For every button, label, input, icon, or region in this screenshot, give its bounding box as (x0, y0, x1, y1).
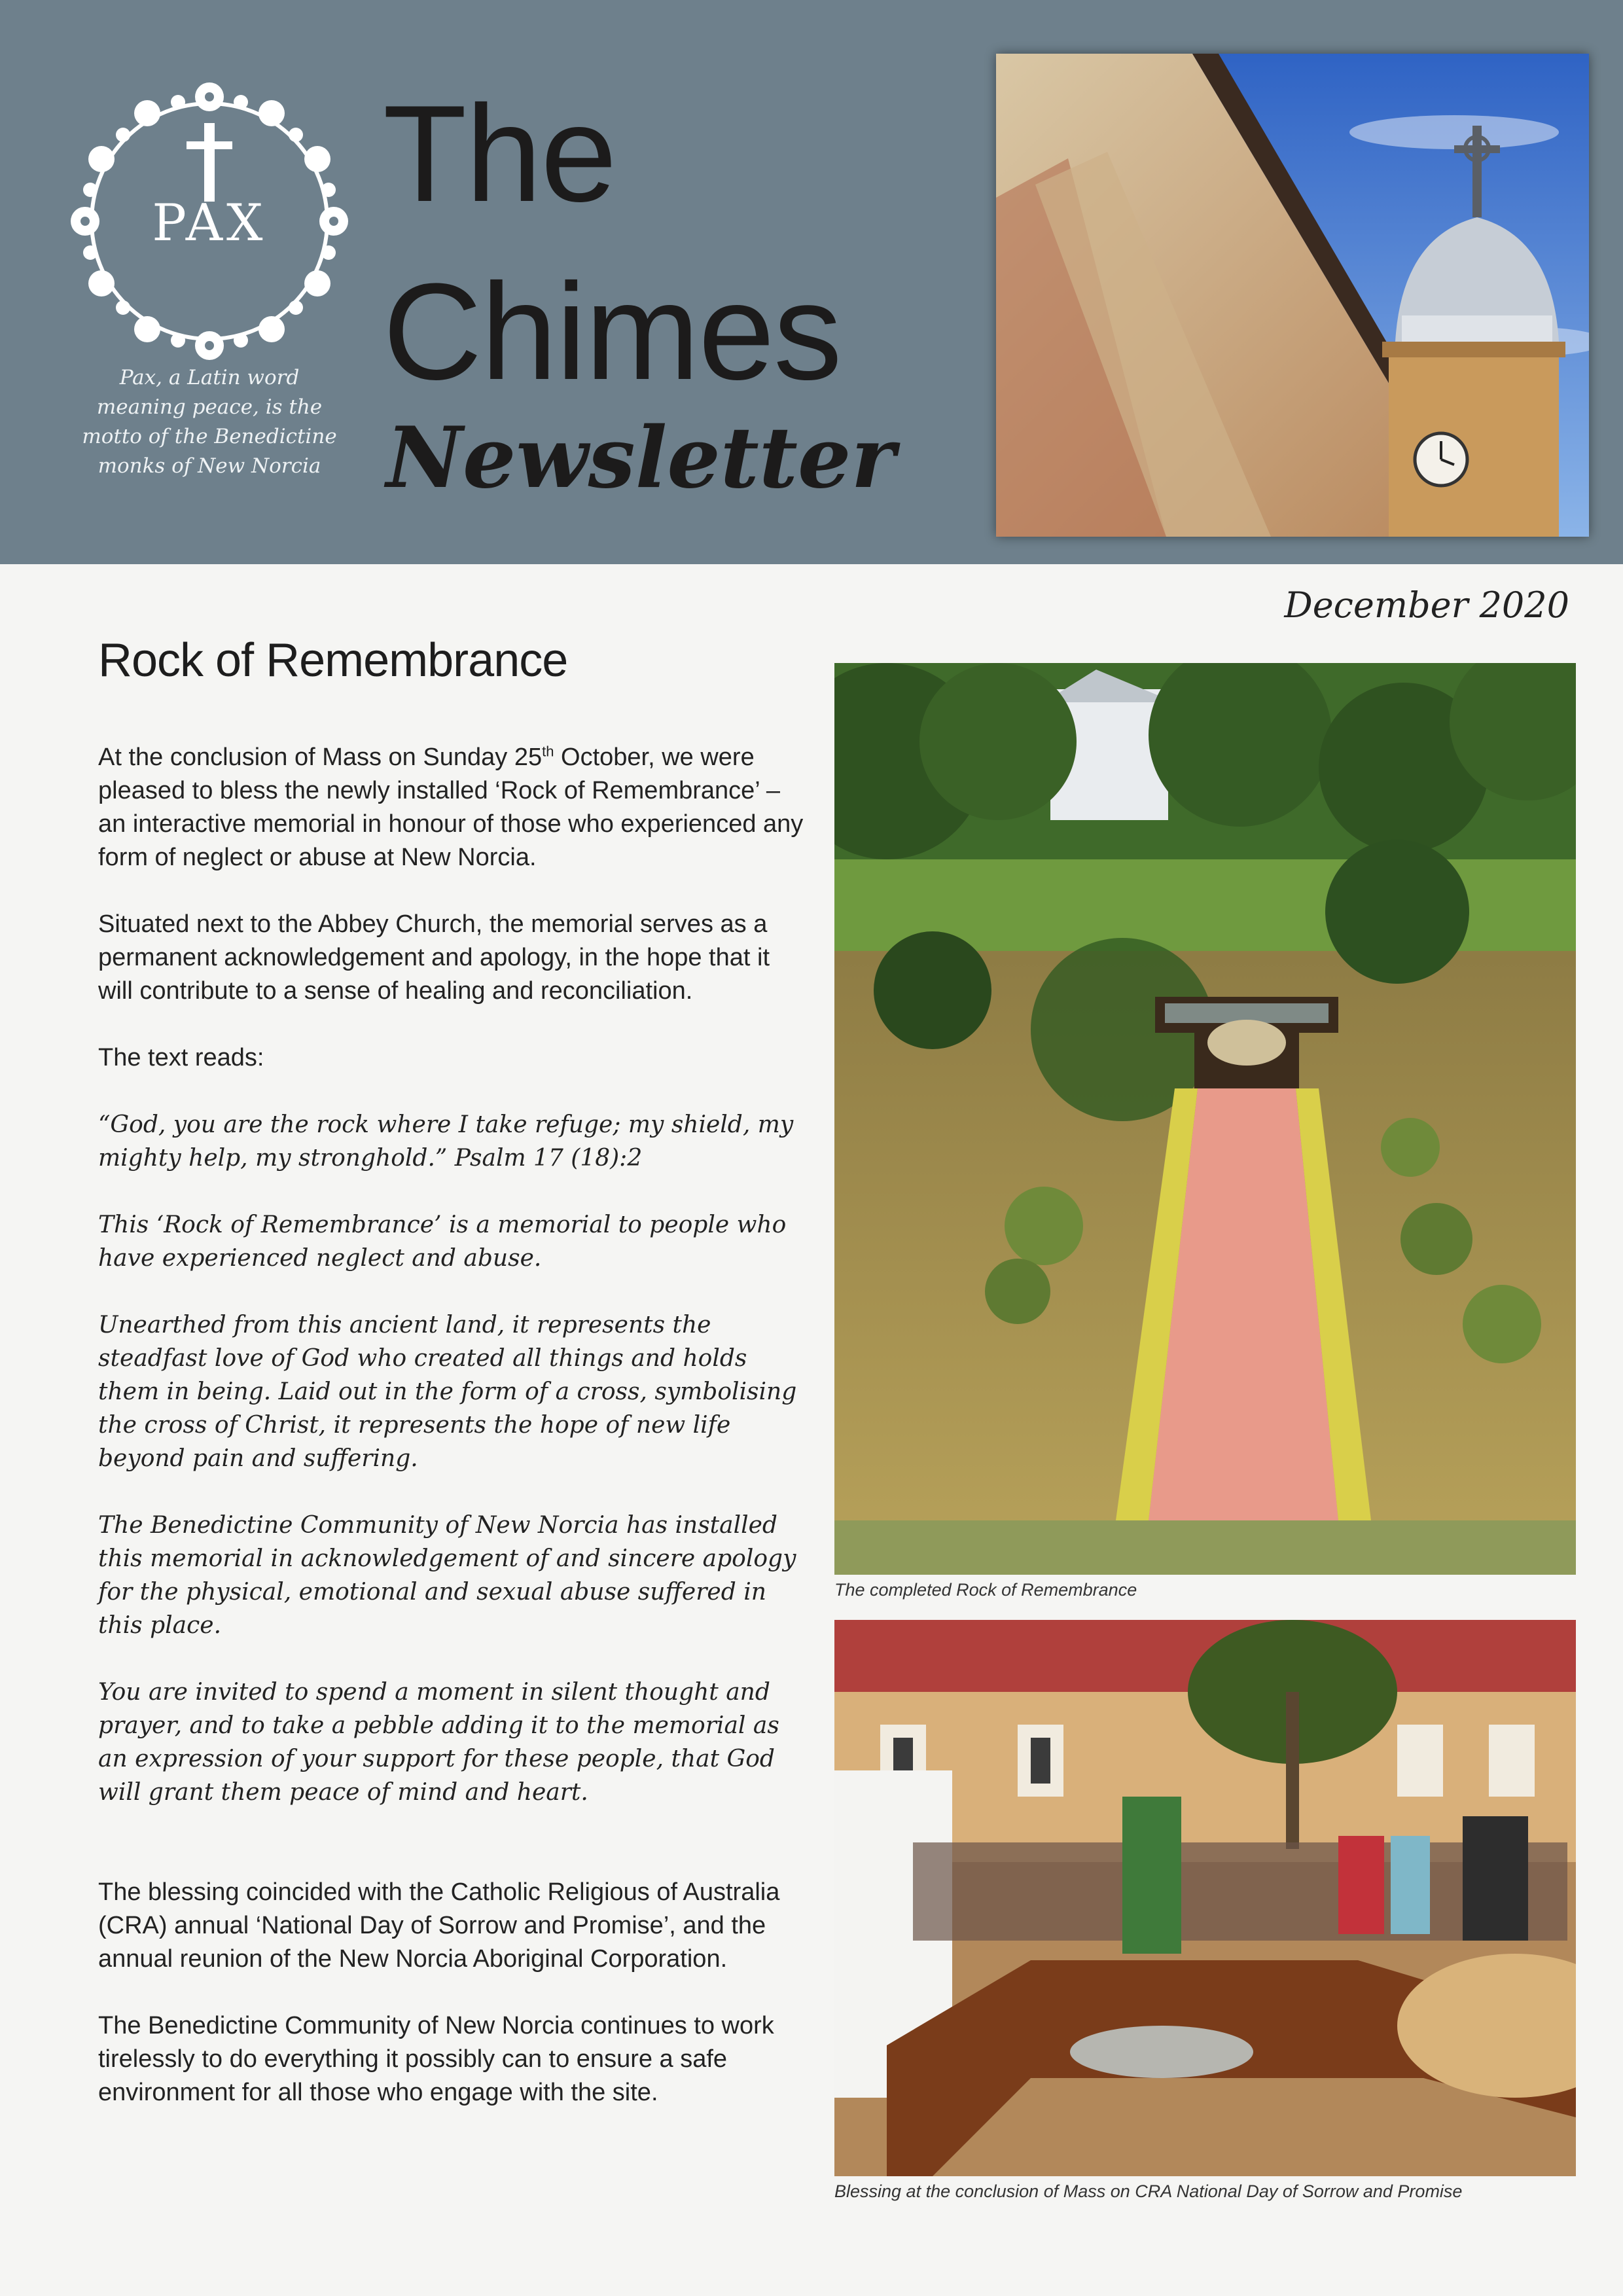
article-title: Rock of Remembrance (98, 634, 568, 687)
pax-wreath-logo (65, 77, 353, 365)
blessing-ceremony-photo (834, 1620, 1576, 2176)
title-line-the: The (383, 77, 616, 230)
paragraph-1-text-b: October, we were pleased to bless the newly installed ‘Rock of Remembrance’ – an interactive memorial in honour of those who experienced any form of neglect or abuse at New Norcia. (98, 744, 804, 871)
quote-apology: The Benedictine Community of New Norcia has installed this memorial in acknowledgement of and sincere apology for the physical, emotional and sexual abuse suffered in this place. (98, 1512, 796, 1639)
paragraph-2: Situated next to the Abbey Church, the memorial serves as a permanent acknowledgement and apology, in the hope that it will contribute to a sense of healing and reconciliation. (98, 910, 770, 1005)
paragraph-3: The text reads: (98, 1044, 264, 1071)
paragraph-1 (98, 741, 808, 874)
ordinal-suffix: th (542, 743, 554, 760)
title-line-newsletter: Newsletter (386, 409, 895, 507)
cross-icon (204, 123, 215, 202)
article-body (98, 741, 808, 2143)
masthead (0, 0, 1623, 564)
paragraph-4: The blessing coincided with the Catholic Religious of Australia (CRA) annual ‘National Day of Sorrow and Promise’, and the annual reunion of the New Norcia Aboriginal Corporation. (98, 1878, 780, 1973)
quote-invitation: You are invited to spend a moment in silent thought and prayer, and to take a pebble adding it to the memorial as an expression of your support for these people, that God will grant them peace of mind and heart. (98, 1679, 779, 1806)
title-line-chimes: Chimes (383, 255, 841, 408)
cross-icon-bar (187, 141, 232, 149)
quote-psalm: “God, you are the rock where I take refuge; my shield, my mighty help, my stronghold.” Psalm 17 (18):2 (98, 1111, 794, 1172)
church-bell-tower-photo (996, 54, 1589, 537)
rock-of-remembrance-photo (834, 663, 1576, 1575)
issue-date: December 2020 (1284, 584, 1569, 626)
quote-memorial: This ‘Rock of Remembrance’ is a memorial to people who have experienced neglect and abuse. (98, 1211, 787, 1272)
photo-caption-1: The completed Rock of Remembrance (834, 1580, 1137, 1600)
paragraph-1-text-a: At the conclusion of Mass on Sunday 25 (98, 744, 543, 771)
photo-caption-2: Blessing at the conclusion of Mass on CRA National Day of Sorrow and Promise (834, 2181, 1463, 2201)
logo-caption: Pax, a Latin word meaning peace, is the motto of the Benedictine monks of New Norcia (82, 366, 337, 478)
pax-text: PAX (152, 194, 267, 253)
quote-ancient-land: Unearthed from this ancient land, it represents the steadfast love of God who created all things and holds them in being. Laid out in the form of a cross, symbolising the cross of Christ, it represents the hope of new life beyond pain and suffering. (98, 1312, 797, 1472)
paragraph-5: The Benedictine Community of New Norcia continues to work tirelessly to do everything it possibly can to ensure a safe environment for all those who engage with the site. (98, 2012, 774, 2106)
